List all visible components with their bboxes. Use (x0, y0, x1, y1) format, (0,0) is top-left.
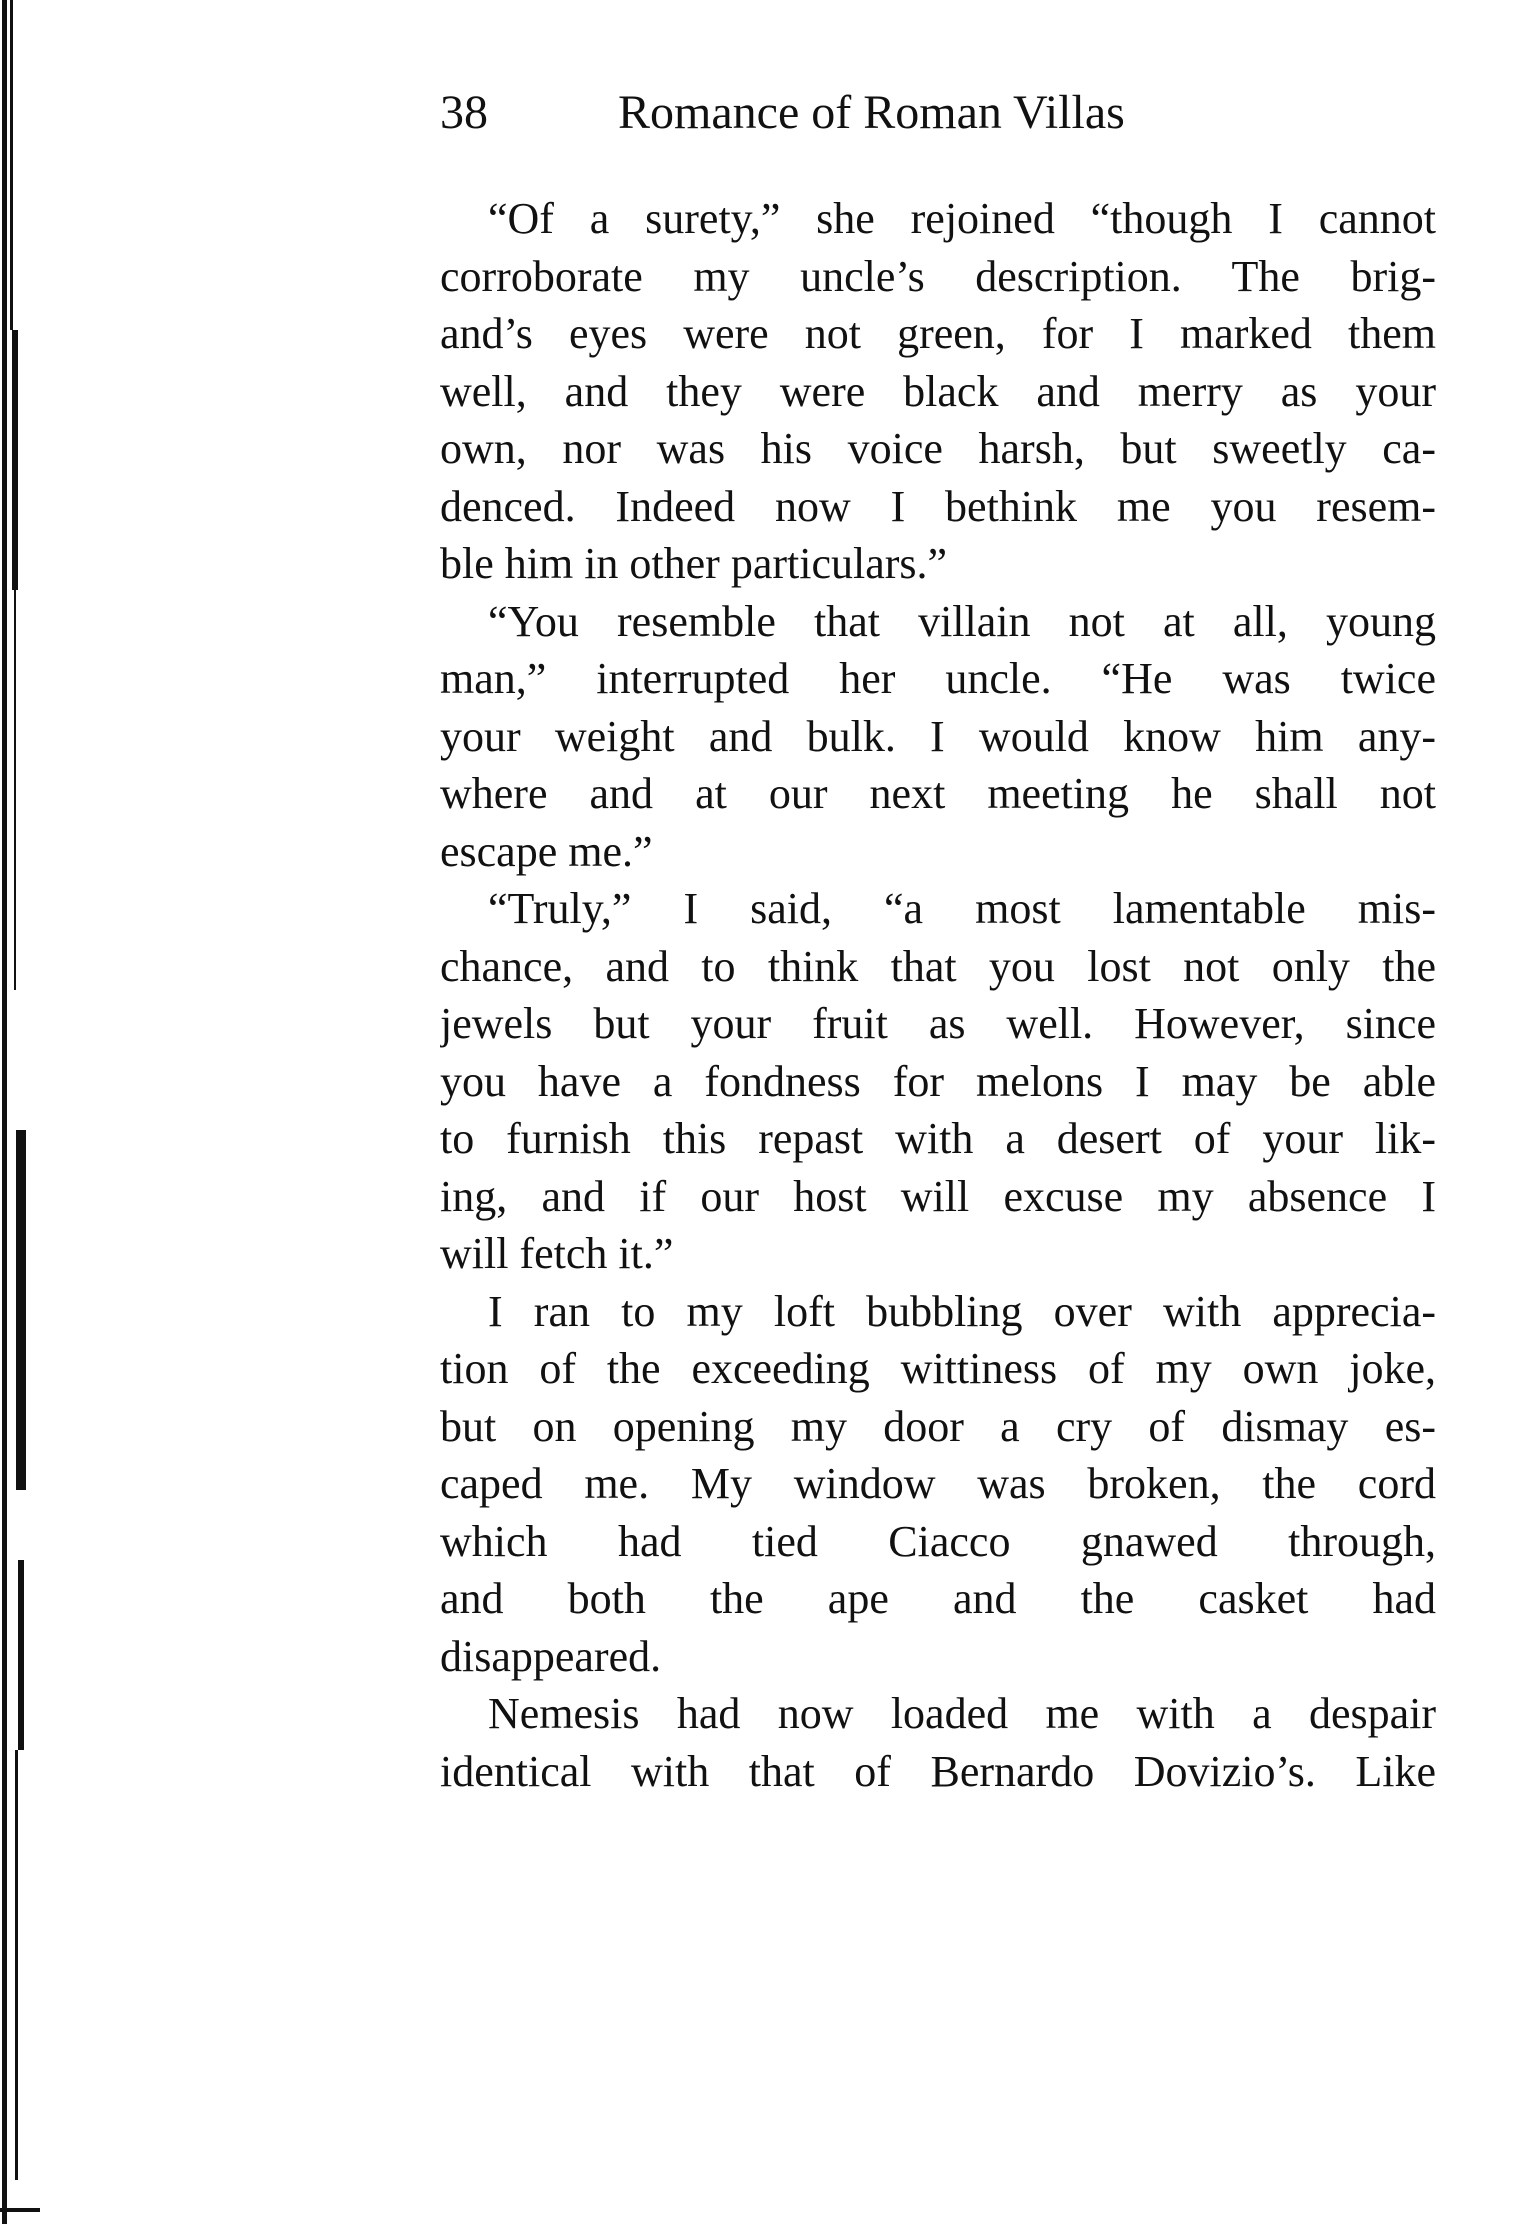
text-line: tion of the exceeding wittiness of my own joke, (440, 1344, 1436, 1393)
text-line: man,” interrupted her uncle. “He was twice (440, 654, 1436, 703)
paragraph (440, 190, 1436, 593)
paragraph (440, 593, 1436, 881)
text-line: “Of a surety,” she rejoined “though I cannot (488, 194, 1436, 243)
text-line: ing, and if our host will excuse my absence I (440, 1171, 1436, 1221)
text-line: disappeared. (440, 1631, 662, 1681)
text-line: well, and they were black and merry as your (440, 366, 1436, 416)
text-line: denced. Indeed now I bethink me you resem- (440, 481, 1436, 531)
text-line: Nemesis had now loaded me with a despair (488, 1689, 1436, 1738)
text-line: but on opening my door a cry of dismay es- (440, 1401, 1436, 1451)
text-line: own, nor was his voice harsh, but sweetly ca- (440, 424, 1436, 473)
text-line: you have a fondness for melons I may be able (440, 1056, 1436, 1106)
text-line: identical with that of Bernardo Dovizio’s. Like (440, 1746, 1436, 1796)
text-line: to furnish this repast with a desert of your lik- (440, 1114, 1436, 1163)
text-line: caped me. My window was broken, the cord (440, 1459, 1436, 1508)
text-line: where and at our next meeting he shall not (440, 769, 1436, 818)
paragraph (440, 880, 1436, 1283)
paragraph (440, 1685, 1436, 1800)
text-line: your weight and bulk. I would know him any- (440, 711, 1436, 761)
text-line: chance, and to think that you lost not only the (440, 941, 1436, 991)
text-line: “You resemble that villain not at all, young (488, 596, 1436, 646)
text-line: I ran to my loft bubbling over with apprecia- (488, 1286, 1436, 1336)
running-head (440, 78, 1440, 148)
text-line: which had tied Ciacco gnawed through, (440, 1516, 1436, 1566)
text-line: will fetch it.” (440, 1229, 674, 1278)
binding-edge (0, 0, 40, 2224)
text-line: escape me.” (440, 826, 653, 876)
body-text (440, 190, 1436, 1800)
page-number: 38 (440, 86, 488, 139)
running-title: Romance of Roman Villas (618, 86, 1125, 139)
text-line: “Truly,” I said, “a most lamentable mis- (488, 884, 1436, 933)
paragraph (440, 1283, 1436, 1686)
text-line: jewels but your fruit as well. However, since (440, 999, 1436, 1048)
text-line: ble him in other particulars.” (440, 539, 948, 588)
text-line: corroborate my uncle’s description. The brig- (440, 251, 1436, 301)
text-line: and both the ape and the casket had (440, 1574, 1436, 1623)
text-line: and’s eyes were not green, for I marked them (440, 309, 1436, 358)
